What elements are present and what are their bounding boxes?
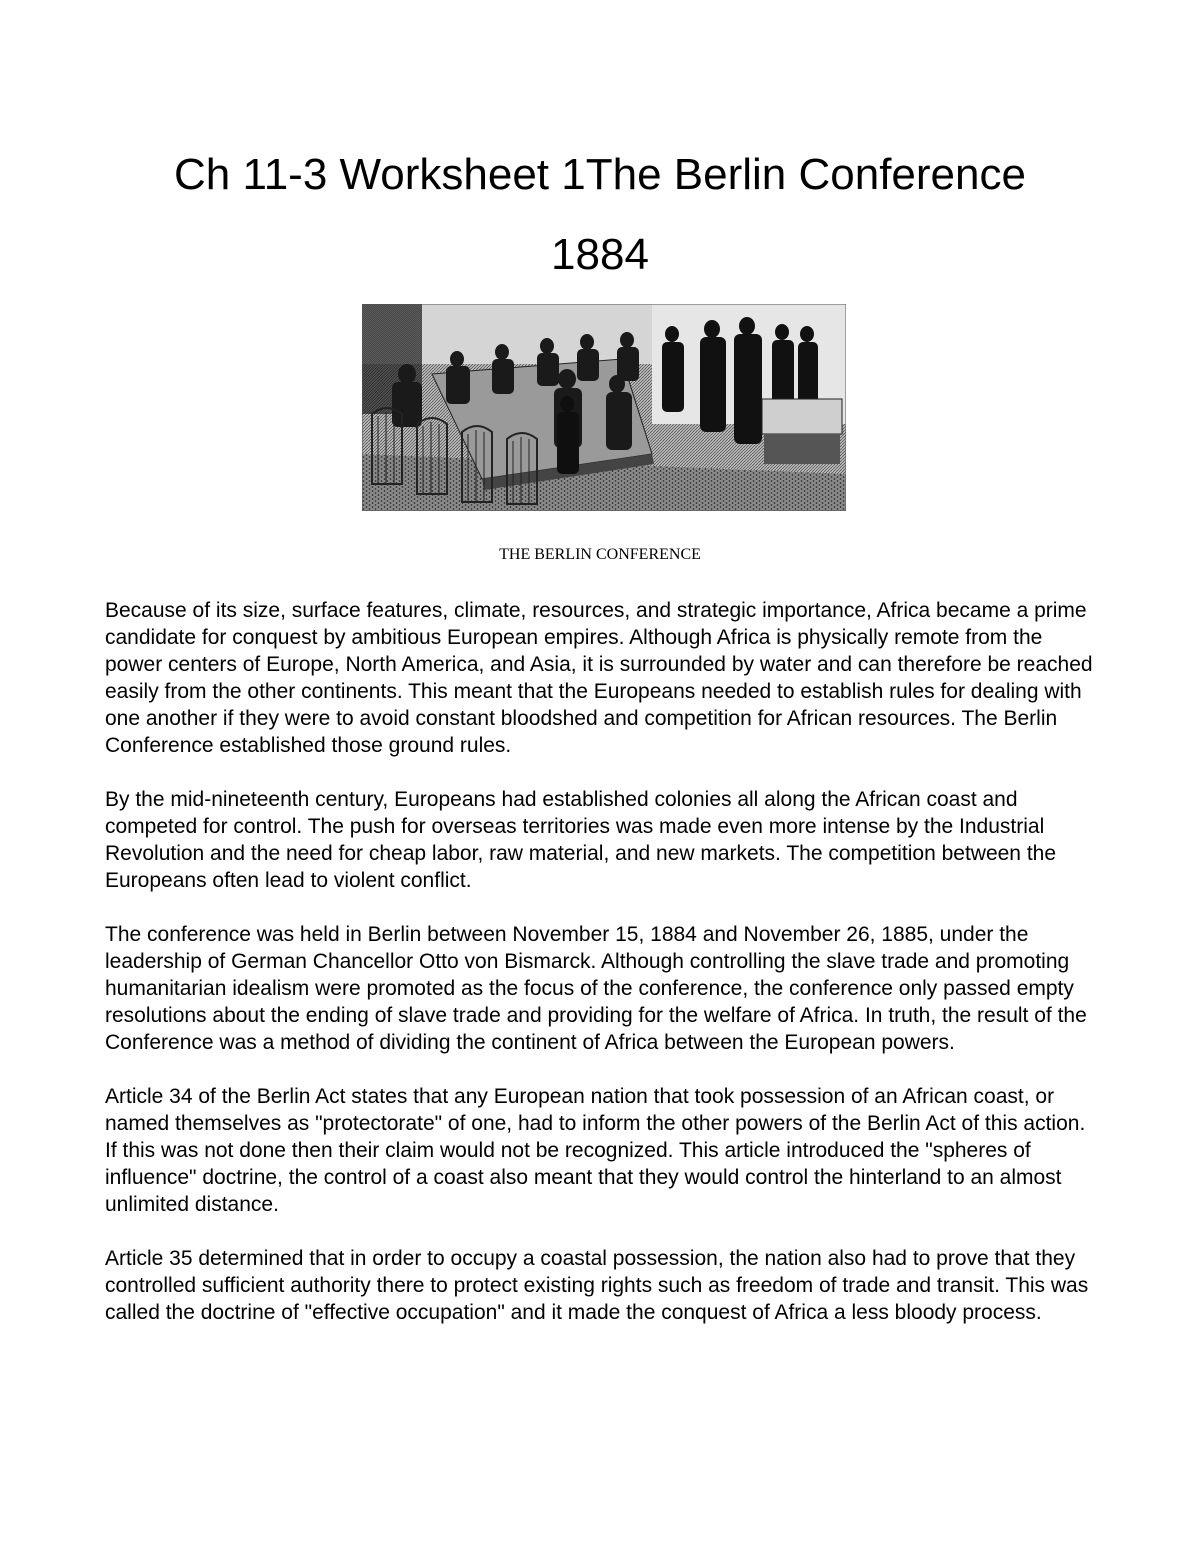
paragraph-3: The conference was held in Berlin between November 15, 1884 and November 26, 1885, under the leadership of German Chancellor Otto von Bismarck. Although controlling the slave trade and promoting humanitarian idealism were promoted as the focus of the conference, the conference only passed empty resolutions about the ending of slave trade and providing for the welfare of Africa. In truth, the result of the Conference was a method of dividing the continent of Africa between the European powers.	[105, 923, 1087, 1054]
title-line-2: 1884	[551, 230, 649, 279]
paragraph-2: By the mid-nineteenth century, Europeans had established colonies all along the African coast and competed for control. The push for overseas territories was made even more intense by the Industrial Revolution and the need for cheap labor, raw material, and new markets. The competition between the Europeans often lead to violent conflict.	[105, 788, 1057, 892]
engraving-image	[362, 304, 846, 511]
title-line-1: Ch 11-3 Worksheet 1The Berlin Conference	[174, 150, 1026, 199]
paragraph-1: Because of its size, surface features, climate, resources, and strategic importance, Africa became a prime candidate for conquest by ambitious European empires. Although Africa is physically remote from the power centers of Europe, North America, and Asia, it is surrounded by water and can therefore be reached easily from the other continents. This meant that the Europeans needed to establish rules for dealing with one another if they were to avoid constant bloodshed and competition for African resources. The Berlin Conference established those ground rules.	[105, 599, 1093, 757]
paragraph-5: Article 35 determined that in order to occupy a coastal possession, the nation also had to prove that they controlled sufficient authority there to protect existing rights such as freedom of trade and transit. This was called the doctrine of "effective occupation" and it made the conquest of Africa a less bloody process.	[105, 1247, 1089, 1324]
page-title	[0, 135, 1200, 295]
paragraph-4: Article 34 of the Berlin Act states that any European nation that took possession of an African coast, or named themselves as "protectorate" of one, had to inform the other powers of the Berlin Act of this action. If this was not done then their claim would not be recognized. This article introduced the "spheres of influence" doctrine, the control of a coast also meant that they would control the hinterland to an almost unlimited distance.	[105, 1085, 1086, 1216]
berlin-conference-engraving	[362, 304, 846, 511]
image-caption: THE BERLIN CONFERENCE	[499, 546, 701, 563]
body-text	[105, 597, 1100, 1353]
